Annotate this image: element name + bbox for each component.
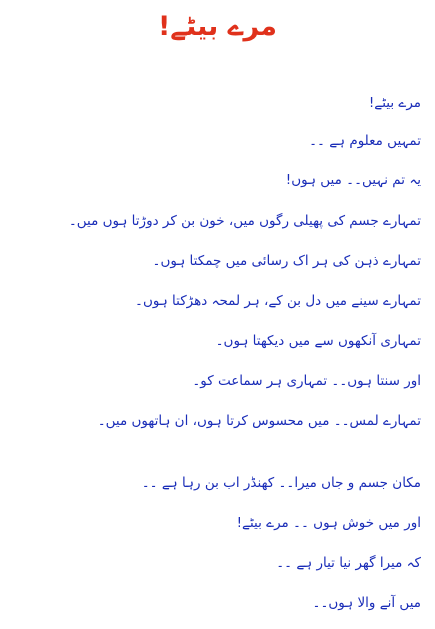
poem-line: مکان جسم و جاں میرا۔۔ کھنڈر اب بن رہا ہے ۔۔ (141, 475, 421, 491)
poem-line: تمہاری آنکھوں سے میں دیکھتا ہوں۔ (215, 333, 421, 349)
poem-line: تمہارے لمس۔۔ میں محسوس کرتا ہوں، ان ہاتھوں میں۔ (97, 413, 421, 429)
poem-line: تمہارے ذہن کی ہر اک رسائی میں چمکتا ہوں۔ (152, 253, 421, 269)
poem-line: اور سنتا ہوں۔۔ تمہاری ہر سماعت کو۔ (192, 373, 421, 389)
poem-line: اور میں خوش ہوں ۔۔ مرے بیٹے! (236, 515, 421, 531)
poem-line: تمہیں معلوم ہے ۔۔ (309, 133, 421, 149)
poem-line: مرے بیٹے! (368, 95, 421, 111)
poem-line: یہ تم نہیں۔۔ میں ہوں! (285, 172, 421, 188)
poem-line: کہ میرا گھر نیا تیار ہے ۔۔ (276, 555, 421, 571)
poem-line: تمہارے جسم کی پھیلی رگوں میں، خون بن کر دوڑتا ہوں میں۔ (68, 213, 421, 229)
poem-title: مرے بیٹے! (157, 11, 277, 42)
poem-line: تمہارے سینے میں دل بن کے، ہر لمحہ دھڑکتا ہوں۔ (135, 293, 421, 309)
poem-line: میں آنے والا ہوں۔۔ (312, 595, 421, 611)
